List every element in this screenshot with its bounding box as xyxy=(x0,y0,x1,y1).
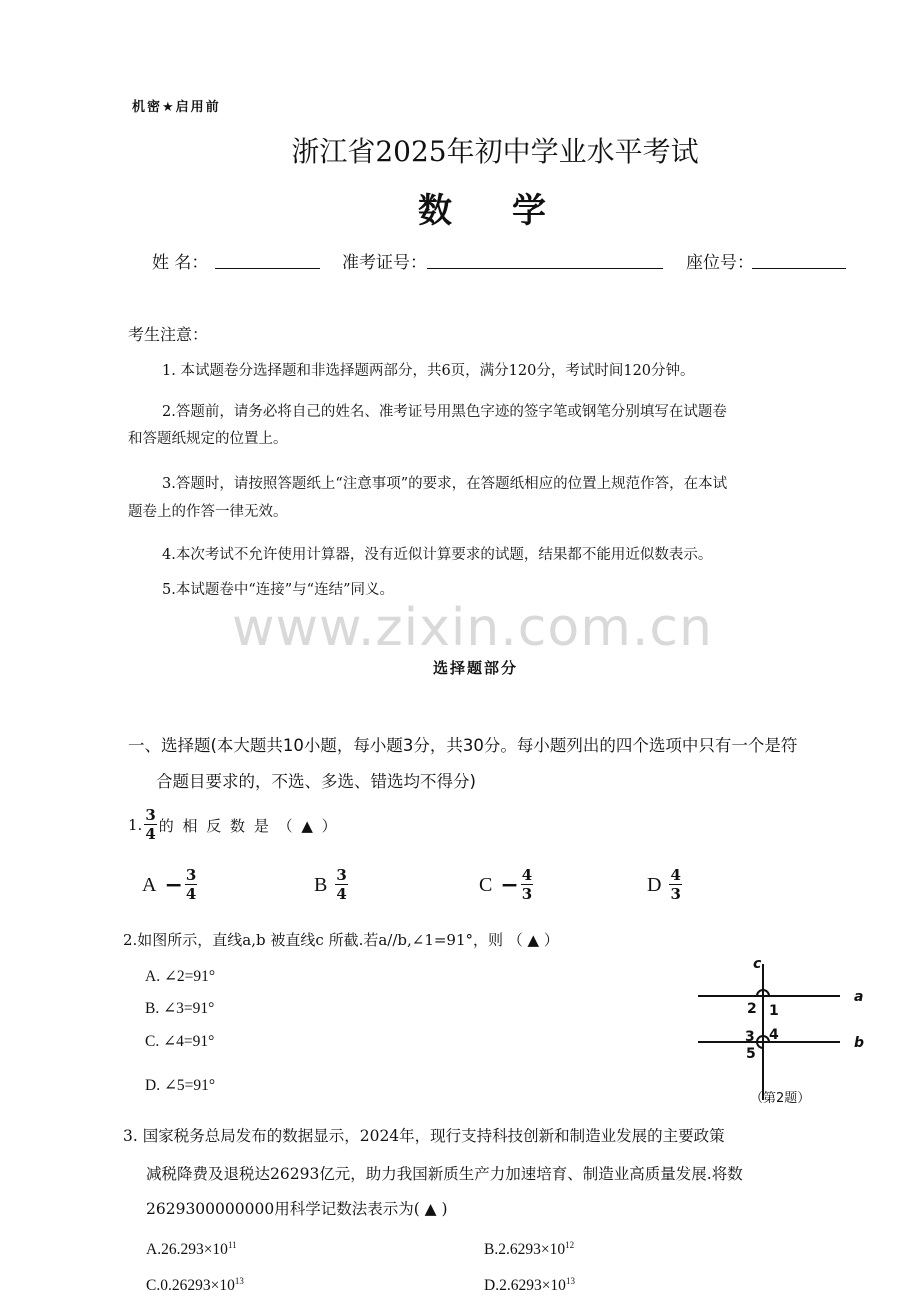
confidential-label: 机密★启用前 xyxy=(132,100,221,115)
question-2: 2.如图所示，直线a,b 被直线c 所截.若a//b,∠1=91°，则 （ ▲ ） xyxy=(123,931,559,949)
q1-option-num: 3 xyxy=(336,866,347,884)
q1-option-letter: B xyxy=(314,873,328,896)
q1-option-letter: D xyxy=(647,873,662,896)
q3-option-exp: 13 xyxy=(565,1276,575,1286)
question-3-line1: 3. 国家税务总局发布的数据显示，2024年，现行支持科技创新和制造业发展的主要政策 xyxy=(123,1127,725,1145)
notice-item-3: 3.答题时，请按照答题纸上“注意事项”的要求，在答题纸相应的位置上规范作答，在本试 xyxy=(162,476,728,492)
notice-item-5: 5.本试题卷中“连接”与“连结”同义。 xyxy=(162,582,394,598)
exam-id-field-label: 准考证号： xyxy=(342,253,427,273)
part1-line1: 一、选择题(本大题共10小题，每小题3分，共30分。每小题列出的四个选项中只有一个是符 xyxy=(128,736,798,755)
q1-number: 1. xyxy=(128,816,143,834)
q1-option-num: 4 xyxy=(521,866,533,884)
name-field-label: 姓 名： xyxy=(152,253,209,273)
q1-option-d[interactable] xyxy=(647,868,682,902)
q2-option-d[interactable]: D. ∠5=91° xyxy=(145,1077,216,1094)
part1-instructions xyxy=(128,728,870,800)
notice-item-2-cont: 和答题纸规定的位置上。 xyxy=(128,431,288,447)
watermark: www.zixin.com.cn xyxy=(232,598,713,658)
q3-option-exp: 13 xyxy=(234,1276,244,1286)
q1-option-den: 4 xyxy=(185,885,197,903)
q1-option-letter: A xyxy=(142,873,157,896)
q1-option-fraction xyxy=(521,868,533,902)
notice-item-1: 1. 本试题卷分选择题和非选择题两部分，共6页，满分120分，考试时间120分钟。 xyxy=(162,363,695,379)
q2-option-b[interactable]: B. ∠3=91° xyxy=(145,1000,215,1017)
section-title: 选择题部分 xyxy=(433,659,519,677)
label-c: c xyxy=(753,956,762,972)
q2-option-c[interactable]: C. ∠4=91° xyxy=(145,1033,215,1050)
q2-figure xyxy=(690,952,880,1112)
q1-option-num: 3 xyxy=(185,866,197,884)
seat-field-label: 座位号： xyxy=(686,253,754,273)
q1-fraction-den: 4 xyxy=(145,825,156,843)
q1-option-sign: − xyxy=(164,872,183,898)
notice-item-4: 4.本次考试不允许使用计算器，没有近似计算要求的试题，结果都不能用近似数表示。 xyxy=(162,547,713,563)
q3-option-base: A.26.293×10 xyxy=(146,1241,228,1259)
exam-id-field-blank[interactable] xyxy=(427,268,663,269)
seat-field-blank[interactable] xyxy=(752,268,846,269)
notice-item-3-cont: 题卷上的作答一律无效。 xyxy=(128,504,288,520)
q3-option-d[interactable] xyxy=(484,1276,575,1295)
label-4: 4 xyxy=(769,1027,779,1043)
q1-option-fraction xyxy=(335,868,347,902)
label-2: 2 xyxy=(747,1001,757,1017)
q1-option-c[interactable] xyxy=(479,868,533,902)
q3-option-base: D.2.6293×10 xyxy=(484,1277,566,1295)
label-b: b xyxy=(854,1035,865,1051)
question-1 xyxy=(128,808,339,842)
q3-option-base: B.2.6293×10 xyxy=(484,1241,566,1259)
notice-title: 考生注意： xyxy=(128,325,209,344)
q1-option-den: 4 xyxy=(336,885,347,903)
figure-caption: （第2题） xyxy=(750,1091,811,1106)
q3-option-c[interactable] xyxy=(146,1276,244,1295)
q1-option-den: 3 xyxy=(670,885,681,903)
label-1: 1 xyxy=(769,1003,779,1019)
q3-option-a[interactable] xyxy=(146,1240,237,1259)
question-3-line2: 减税降费及退税达26293亿元，助力我国新质生产力加速培育、制造业高质量发展.将数 xyxy=(146,1165,743,1183)
label-5: 5 xyxy=(746,1046,756,1062)
q3-option-exp: 11 xyxy=(227,1240,237,1250)
q1-option-fraction xyxy=(669,868,681,902)
q1-option-a[interactable] xyxy=(142,868,197,902)
q1-text: 的 相 反 数 是 （ ▲ ） xyxy=(158,816,339,835)
q1-option-den: 3 xyxy=(521,885,533,903)
q1-option-fraction xyxy=(185,868,197,902)
label-a: a xyxy=(854,989,864,1005)
q2-option-a[interactable]: A. ∠2=91° xyxy=(145,968,216,985)
exam-title: 浙江省2025年初中学业水平考试 xyxy=(291,135,699,168)
q1-option-b[interactable] xyxy=(314,868,348,902)
q3-option-exp: 12 xyxy=(565,1240,575,1250)
q3-option-b[interactable] xyxy=(484,1240,574,1259)
q1-option-num: 4 xyxy=(670,866,681,884)
q3-option-base: C.0.26293×10 xyxy=(146,1277,235,1295)
label-3: 3 xyxy=(745,1029,755,1045)
name-field-blank[interactable] xyxy=(215,268,320,269)
subject-title: 数学 xyxy=(418,191,606,231)
q1-fraction xyxy=(144,808,156,842)
question-3-line3: 2629300000000用科学记数法表示为( ▲ ) xyxy=(146,1200,448,1218)
q1-option-sign: − xyxy=(500,872,519,898)
part1-line2: 合题目要求的，不选、多选、错选均不得分) xyxy=(156,772,476,791)
q1-option-letter: C xyxy=(479,873,493,896)
notice-item-2: 2.答题前，请务必将自己的姓名、准考证号用黑色字迹的签字笔或钢笔分别填写在试题卷 xyxy=(162,404,727,420)
q1-fraction-num: 3 xyxy=(145,806,156,824)
